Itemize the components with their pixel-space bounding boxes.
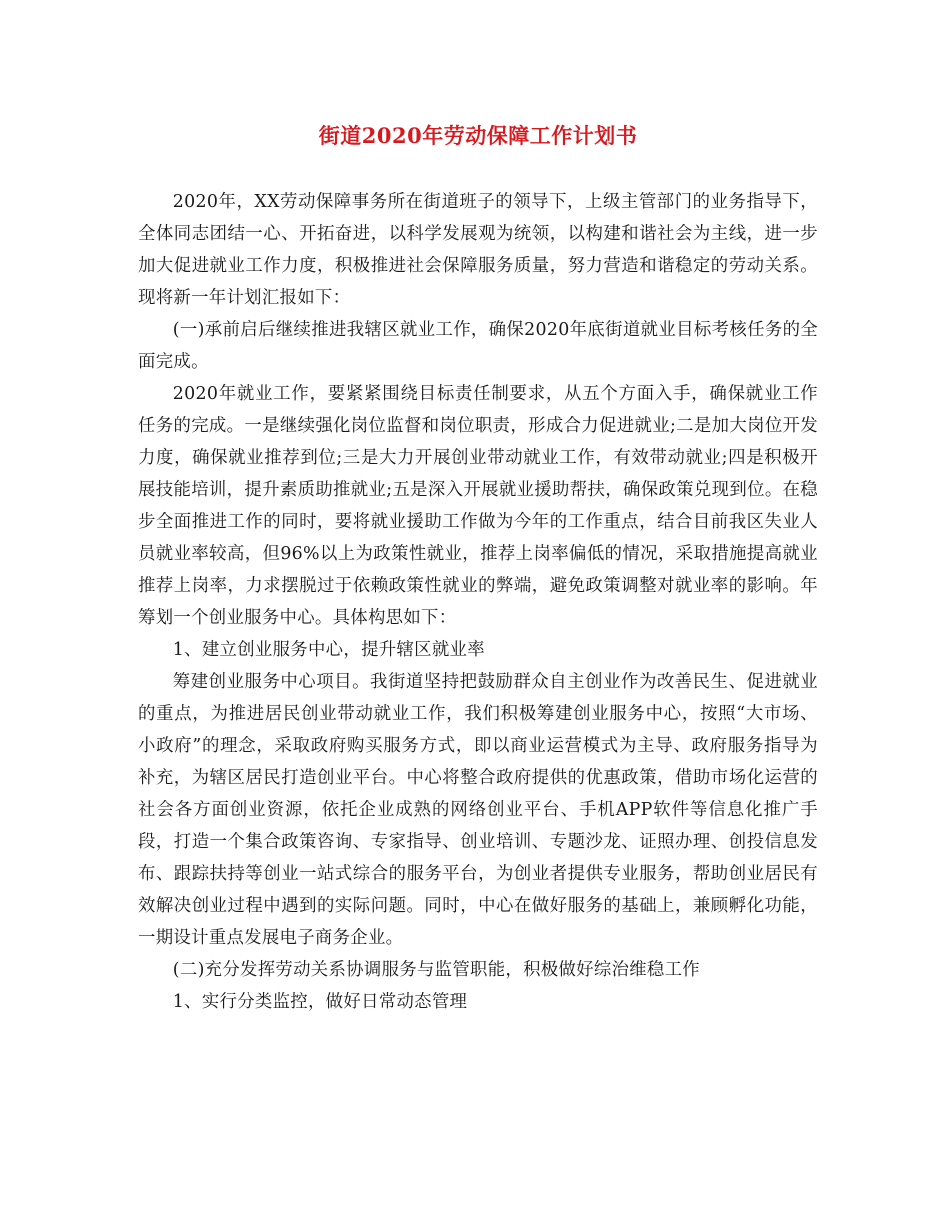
paragraph-startup-center: 筹建创业服务中心项目。我街道坚持把鼓励群众自主创业作为改善民生、促进就业的重点，为推进居民创业带动就业工作，我们积极筹建创业服务中心，按照“大市场、小政府”的理念，采取政府购买服务方式，即以商业运营模式为主导、政府服务指导为补充，为辖区居民打造创业平台。中心将整合政府提供的优惠政策，借助市场化运营的社会各方面创业资源，依托企业成熟的网络创业平台、手机APP软件等信息化推广手段，打造一个集合政策咨询、专家指导、创业培训、专题沙龙、证照办理、创投信息发布、跟踪扶持等创业一站式综合的服务平台，为创业者提供专业服务，帮助创业居民有效解决创业过程中遇到的实际问题。同时，中心在做好服务的基础上，兼顾孵化功能，一期设计重点发展电子商务企业。 [138,672,818,948]
paragraph-intro: 2020年，XX劳动保障事务所在街道班子的领导下，上级主管部门的业务指导下，全体同志团结一心、开拓奋进，以科学发展观为统领，以构建和谐社会为主线，进一步加大促进就业工作力度，积极推进社会保障服务质量，努力营造和谐稳定的劳动关系。现将新一年计划汇报如下： [138,192,818,308]
paragraph-section-1-heading: (一)承前启后继续推进我辖区就业工作，确保2020年底街道就业目标考核任务的全面完成。 [138,320,818,372]
document-page [138,110,818,1018]
paragraph-section-2-heading: (二)充分发挥劳动关系协调服务与监管职能，积极做好综治维稳工作 [172,960,700,980]
paragraph-subheading-2: 1、实行分类监控，做好日常动态管理 [172,992,468,1012]
document-title: 街道2020年劳动保障工作计划书 [318,123,638,148]
paragraph-employment-work: 2020年就业工作，要紧紧围绕目标责任制要求，从五个方面入手，确保就业工作任务的完成。一是继续强化岗位监督和岗位职责，形成合力促进就业;二是加大岗位开发力度，确保就业推荐到位;三是大力开展创业带动就业工作，有效带动就业;四是积极开展技能培训，提升素质助推就业;五是深入开展就业援助帮扶，确保政策兑现到位。在稳步全面推进工作的同时，要将就业援助工作做为今年的工作重点，结合目前我区失业人员就业率较高，但96%以上为政策性就业，推荐上岗率偏低的情况，采取措施提高就业推荐上岗率，力求摆脱过于依赖政策性就业的弊端，避免政策调整对就业率的影响。年筹划一个创业服务中心。具体构思如下： [138,384,818,628]
paragraph-subheading-1: 1、建立创业服务中心，提升辖区就业率 [172,640,485,660]
